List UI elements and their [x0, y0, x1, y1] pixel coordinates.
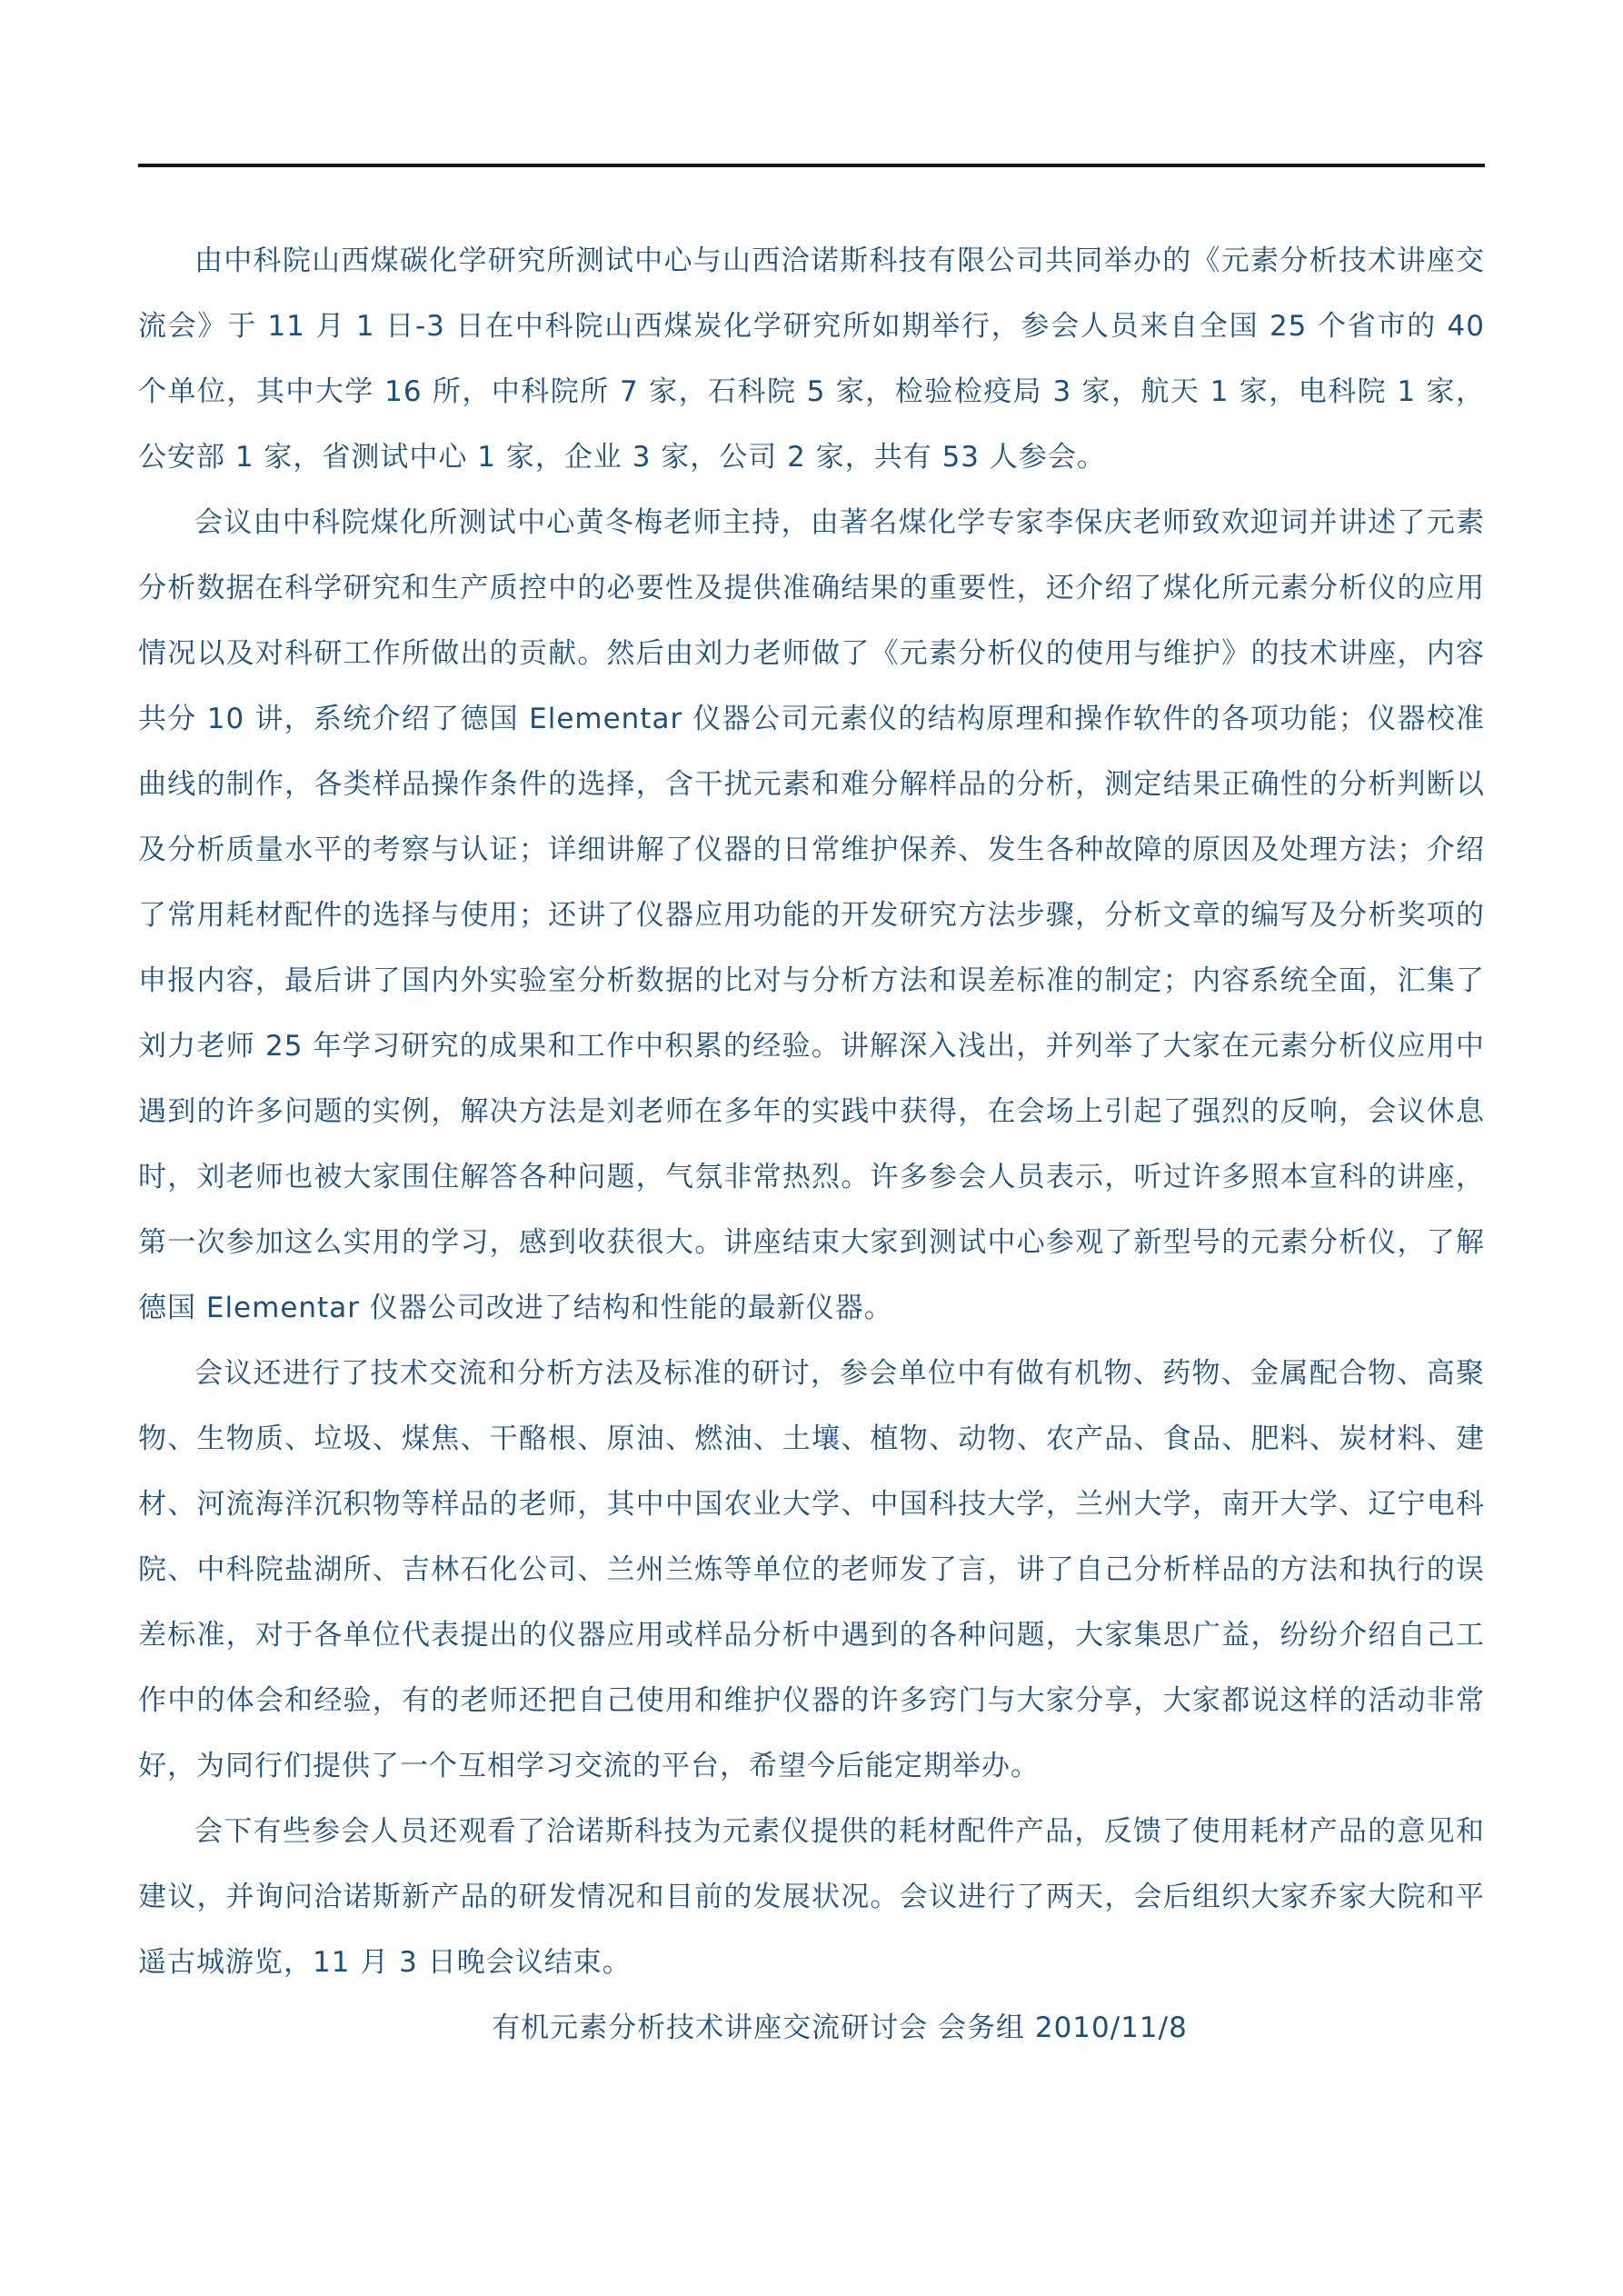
paragraph-1: 由中科院山西煤碳化学研究所测试中心与山西洽诺斯科技有限公司共同举办的《元素分析技术讲座交流会》于 11 月 1 日-3 日在中科院山西煤炭化学研究所如期举行，参会人员来自全国 25 个省市的 40 个单位，其中大学 16 所，中科院所 7 家，石科院 5 家，检验检疫局 3 家，航天 1 家，电科院 1 家，公安部 1 家，省测试中心 1 家，企业 3 家，公司 2 家，共有 53 人参会。: [138, 245, 1485, 474]
paragraph-4: 会下有些参会人员还观看了洽诺斯科技为元素仪提供的耗材配件产品，反馈了使用耗材产品的意见和建议，并询问洽诺斯新产品的研发情况和目前的发展状况。会议进行了两天，会后组织大家乔家大院和平遥古城游览，11 月 3 日晚会议结束。: [138, 1815, 1485, 1979]
document-body: [138, 228, 1485, 2061]
signature-line: 有机元素分析技术讲座交流研讨会 会务组 2010/11/8: [492, 2011, 1188, 2044]
paragraph-3: 会议还进行了技术交流和分析方法及标准的研讨，参会单位中有做有机物、药物、金属配合物、高聚物、生物质、垃圾、煤焦、干酪根、原油、燃油、土壤、植物、动物、农产品、食品、肥料、炭材料、建材、河流海洋沉积物等样品的老师，其中中国农业大学、中国科技大学，兰州大学，南开大学、辽宁电科院、中科院盐湖所、吉林石化公司、兰州兰炼等单位的老师发了言，讲了自己分析样品的方法和执行的误差标准，对于各单位代表提出的仪器应用或样品分析中遇到的各种问题，大家集思广益，纷纷介绍自己工作中的体会和经验，有的老师还把自己使用和维护仪器的许多窍门与大家分享，大家都说这样的活动非常好，为同行们提供了一个互相学习交流的平台，希望今后能定期举办。: [138, 1357, 1485, 1782]
paragraph-2: 会议由中科院煤化所测试中心黄冬梅老师主持，由著名煤化学专家李保庆老师致欢迎词并讲述了元素分析数据在科学研究和生产质控中的必要性及提供准确结果的重要性，还介绍了煤化所元素分析仪的应用情况以及对科研工作所做出的贡献。然后由刘力老师做了《元素分析仪的使用与维护》的技术讲座，内容共分 10 讲，系统介绍了德国 Elementar 仪器公司元素仪的结构原理和操作软件的各项功能；仪器校准曲线的制作，各类样品操作条件的选择，含干扰元素和难分解样品的分析，测定结果正确性的分析判断以及分析质量水平的考察与认证；详细讲解了仪器的日常维护保养、发生各种故障的原因及处理方法；介绍了常用耗材配件的选择与使用；还讲了仪器应用功能的开发研究方法步骤，分析文章的编写及分析奖项的申报内容，最后讲了国内外实验室分析数据的比对与分析方法和误差标准的制定；内容系统全面，汇集了刘力老师 25 年学习研究的成果和工作中积累的经验。讲解深入浅出，并列举了大家在元素分析仪应用中遇到的许多问题的实例，解决方法是刘老师在多年的实践中获得，在会场上引起了强烈的反响，会议休息时，刘老师也被大家围住解答各种问题，气氛非常热烈。许多参会人员表示，听过许多照本宣科的讲座，第一次参加这么实用的学习，感到收获很大。讲座结束大家到测试中心参观了新型号的元素分析仪，了解德国 Elementar 仪器公司改进了结构和性能的最新仪器。: [138, 506, 1485, 1324]
header-rule: [138, 164, 1485, 167]
